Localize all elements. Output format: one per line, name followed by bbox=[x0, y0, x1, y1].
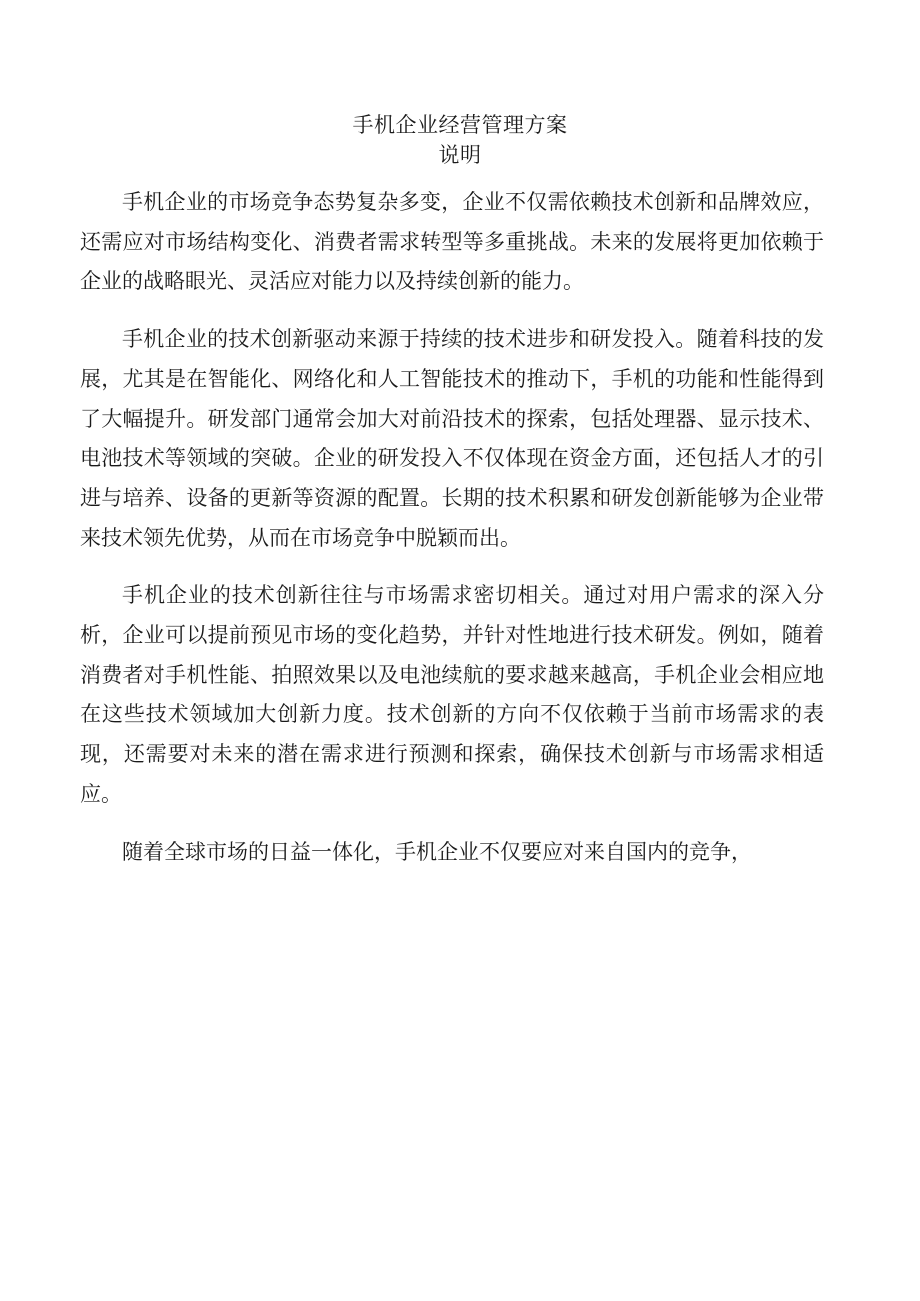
paragraph-3: 手机企业的技术创新往往与市场需求密切相关。通过对用户需求的深入分析，企业可以提前预见市场的变化趋势，并针对性地进行技术研发。例如，随着消费者对手机性能、拍照效果以及电池续航的要求越来越高，手机企业会相应地在这些技术领域加大创新力度。技术创新的方向不仅依赖于当前市场需求的表现，还需要对未来的潜在需求进行预测和探索，确保技术创新与市场需求相适应。 bbox=[80, 583, 824, 806]
paragraph-1: 手机企业的市场竞争态势复杂多变，企业不仅需依赖技术创新和品牌效应，还需应对市场结构变化、消费者需求转型等多重挑战。未来的发展将更加依赖于企业的战略眼光、灵活应对能力以及持续创新的能力。 bbox=[80, 190, 824, 294]
paragraph-4: 随着全球市场的日益一体化，手机企业不仅要应对来自国内的竞争， bbox=[122, 839, 752, 864]
document-title: 手机企业经营管理方案 bbox=[352, 113, 568, 137]
document-body bbox=[80, 183, 824, 890]
paragraph-2: 手机企业的技术创新驱动来源于持续的技术进步和研发投入。随着科技的发展，尤其是在智能化、网络化和人工智能技术的推动下，手机的功能和性能得到了大幅提升。研发部门通常会加大对前沿技术的探索，包括处理器、显示技术、电池技术等领域的突破。企业的研发投入不仅体现在资金方面，还包括人才的引进与培养、设备的更新等资源的配置。长期的技术积累和研发创新能够为企业带来技术领先优势，从而在市场竞争中脱颖而出。 bbox=[80, 327, 824, 550]
document-subtitle: 说明 bbox=[438, 143, 482, 167]
